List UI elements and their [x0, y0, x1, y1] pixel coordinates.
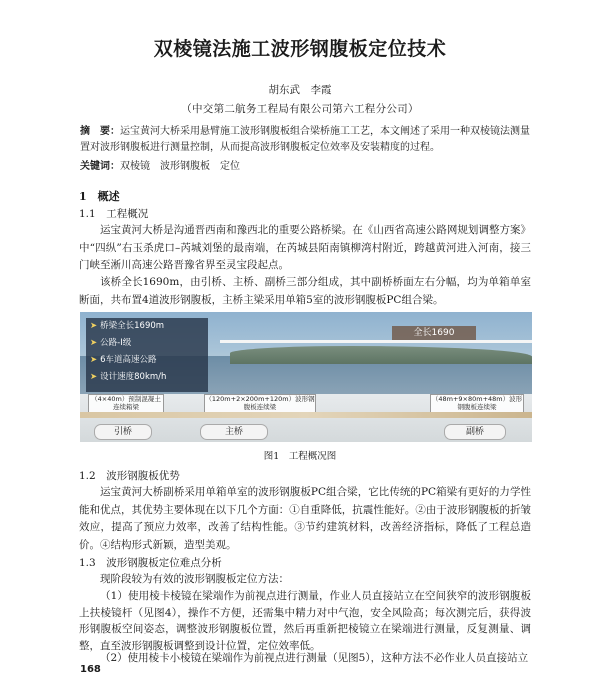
keyword-item: 波形钢腹板	[160, 161, 210, 172]
spec-item: ➤ 6车道高速公路	[90, 355, 157, 365]
subsection-heading-1-1: 1.1 工程概况	[79, 208, 149, 220]
subsection-heading-1-2: 1.2 波形钢腹板优势	[79, 470, 180, 482]
paper-title: 双棱镜法施工波形钢腹板定位技术	[153, 38, 447, 60]
figure-project-overview	[80, 312, 532, 442]
keywords-label: 关键词：	[80, 161, 120, 172]
paragraph-method-1: （1）使用棱卡棱镜在梁端作为前视点进行测量，作业人员直接站立在空间狭窄的波形钢腹板上扶棱镜杆（见图4），操作不方便，还需集中精力对中气泡，安全风险高；每次测完后，获得波形钢腹板空间姿态，调整波形钢腹板位置，然后再重新把棱镜立在梁端进行测量，反复测量、调整，直至波形钢腹板调整到设计位置，定位效率低。	[79, 590, 531, 652]
authors: 胡东武 李霞	[268, 84, 332, 96]
paragraph-advantages: 运宝黄河大桥副桥采用单箱单室的波形钢腹板PC组合梁，它比传统的PC箱梁有更好的力学性能和优点，其优势主要体现在以下几个方面：①自重降低，抗震性能好。②由于波形钢腹板的折皱效应，提高了预应力效率，改善了结构性能。③节约建筑材料，改善经济指标，降低了工程总造价。④结构形式新颖，造型美观。	[79, 486, 531, 551]
figure-beam-elevation	[80, 412, 532, 418]
figure-tag-secondary: 副桥	[444, 424, 506, 440]
abstract	[80, 124, 530, 156]
arrow-icon: ➤	[90, 338, 98, 348]
figure-span-main: （120m+2×200m+120m）波形钢腹板连续梁	[204, 394, 316, 414]
spec-item: ➤ 公路-Ⅰ级	[90, 338, 132, 348]
figure-span-secondary: （48m+9×80m+48m）波形钢腹板连续梁	[430, 394, 524, 414]
keyword-item: 定位	[220, 161, 240, 172]
figure-spec-panel	[86, 318, 208, 392]
keywords	[80, 157, 530, 172]
figure-bridge-deck	[220, 340, 532, 343]
abstract-label: 摘 要：	[80, 126, 120, 137]
figure-hills	[230, 346, 532, 364]
page-number: 168	[80, 664, 101, 675]
spec-item: ➤ 桥梁全长1690m	[90, 321, 165, 331]
spec-item: ➤ 设计速度80km/h	[90, 372, 167, 382]
arrow-icon: ➤	[90, 355, 98, 365]
section-heading-1: 1 概述	[79, 190, 120, 203]
figure-span-approach: （4×40m）预制混凝土连续箱梁	[88, 394, 164, 414]
paragraph-project-overview: 运宝黄河大桥是沟通晋西南和豫西北的重要公路桥梁。在《山西省高速公路网规划调整方案》中“四纵”右玉杀虎口–芮城刘堡的最南端，在芮城县陌南镇柳湾村附近，跨越黄河进入河南，接三门峡至淅川高速公路晋豫省界至灵宝段起点。	[79, 224, 531, 271]
paragraph-method-2: （2）使用棱卡小棱镜在梁端作为前视点进行测量（见图5），这种方法不必作业人员直接站立	[100, 652, 529, 664]
keyword-item: 双棱镜	[120, 161, 150, 172]
figure-tag-approach: 引桥	[94, 424, 152, 440]
subsection-heading-1-3: 1.3 波形钢腹板定位难点分析	[79, 557, 222, 569]
figure-tag-main: 主桥	[200, 424, 268, 440]
figure-caption: 图1 工程概况图	[263, 451, 337, 462]
paragraph-bridge-composition: 该桥全长1690m，由引桥、主桥、副桥三部分组成，其中副桥桥面左右分幅，均为单箱单室断面，共布置4道波形钢腹板，主桥主梁采用单箱5室的波形钢腹板PC组合梁。	[79, 276, 531, 306]
arrow-icon: ➤	[90, 372, 98, 382]
abstract-text: 运宝黄河大桥采用悬臂施工波形钢腹板组合梁桥施工工艺，本文阐述了采用一种双棱镜法测量置对波形钢腹板进行测量控制，从而提高波形钢腹板定位效率及安装精度的过程。	[80, 126, 530, 153]
affiliation: （中交第二航务工程局有限公司第六工程分公司）	[181, 103, 419, 115]
paragraph-methods-intro: 现阶段较为有效的波形钢腹板定位方法：	[100, 573, 289, 585]
figure-total-length-label: 全长1690	[392, 326, 476, 340]
arrow-icon: ➤	[90, 321, 98, 331]
